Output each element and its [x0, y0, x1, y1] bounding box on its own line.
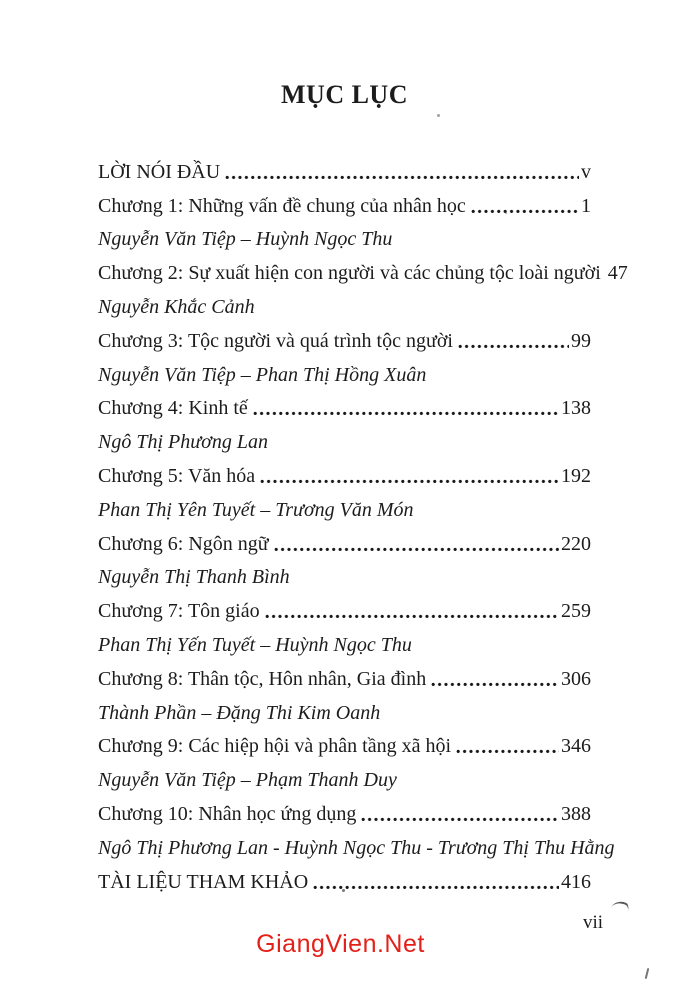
- toc-entry-authors: Thành Phần – Đặng Thi Kim Oanh: [98, 701, 381, 724]
- toc-entry: [98, 251, 628, 285]
- toc-entry-page: v: [581, 160, 591, 183]
- toc-entry: [98, 589, 591, 623]
- toc-entry-label: Chương 6: Ngôn ngữ: [98, 532, 269, 555]
- toc-entry-label: Chương 9: Các hiệp hội và phân tầng xã hội: [98, 735, 452, 758]
- dot-leader: [253, 411, 559, 416]
- toc-entry-authors: Ngô Thị Phương Lan - Huỳnh Ngọc Thu - Trương Thị Thu Hằng: [98, 836, 615, 859]
- toc-entry: [98, 454, 591, 488]
- toc-entry: [98, 387, 591, 421]
- toc-entry-page: 306: [561, 667, 591, 690]
- toc-entry-authors: Phan Thị Yên Tuyết – Trương Văn Món: [98, 498, 414, 521]
- toc-entry-authors: Nguyễn Văn Tiệp – Phạm Thanh Duy: [98, 769, 397, 792]
- toc-entry-label: Chương 8: Thân tộc, Hôn nhân, Gia đình: [98, 667, 427, 690]
- toc-entry: [98, 319, 591, 353]
- toc-entry-authors: Ngô Thị Phương Lan: [98, 431, 268, 454]
- scan-speck: [505, 212, 507, 214]
- toc-entry: [98, 184, 591, 218]
- toc-entry: [98, 150, 591, 184]
- dot-leader: [313, 885, 559, 890]
- toc-entry-label: LỜI NÓI ĐẦU: [98, 160, 221, 183]
- toc-entry-authors: Nguyễn Văn Tiệp – Phan Thị Hồng Xuân: [98, 363, 427, 386]
- toc-entry-page: 47: [607, 262, 628, 285]
- dot-leader: [274, 547, 559, 552]
- table-of-contents: [98, 150, 628, 894]
- toc-entry: [98, 792, 591, 826]
- toc-entry-label: Chương 2: Sự xuất hiện con người và các chủng tộc loài người: [98, 262, 601, 285]
- toc-entry-label: Chương 10: Nhân học ứng dụng: [98, 802, 357, 825]
- toc-entry-authors: Phan Thị Yến Tuyết – Huỳnh Ngọc Thu: [98, 633, 412, 656]
- toc-entry-label: Chương 5: Văn hóa: [98, 464, 256, 487]
- toc-entry-authors: Nguyễn Thị Thanh Bình: [98, 566, 290, 589]
- toc-entry-page: 1: [581, 194, 591, 217]
- toc-entry-page: 416: [561, 870, 591, 893]
- toc-entry-label: Chương 4: Kinh tế: [98, 397, 248, 420]
- toc-entry: [98, 725, 591, 759]
- dot-leader: [361, 817, 559, 822]
- scan-speck: [437, 114, 440, 117]
- toc-entry-label: TÀI LIỆU THAM KHẢO: [98, 870, 309, 893]
- dot-leader: [225, 175, 579, 180]
- toc-entry-authors: Nguyễn Văn Tiệp – Huỳnh Ngọc Thu: [98, 228, 393, 251]
- scan-tick-mark: [645, 968, 650, 979]
- scan-squiggle-mark: [611, 898, 631, 915]
- toc-entry-label: Chương 7: Tôn giáo: [98, 600, 260, 623]
- toc-entry-page: 138: [561, 397, 591, 420]
- toc-entry: [98, 657, 591, 691]
- toc-entry-label: Chương 3: Tộc người và quá trình tộc người: [98, 329, 453, 352]
- page-title: MỤC LỤC: [281, 80, 408, 109]
- toc-entry-page: 99: [571, 329, 591, 352]
- dot-leader: [458, 344, 569, 349]
- toc-entry-page: 346: [561, 735, 591, 758]
- toc-entry-page: 220: [561, 532, 591, 555]
- toc-entry-label: Chương 1: Những vấn đề chung của nhân học: [98, 194, 466, 217]
- dot-leader: [471, 209, 579, 214]
- toc-content: [98, 80, 628, 894]
- dot-leader: [265, 614, 559, 619]
- dot-leader: [456, 749, 559, 754]
- toc-entry: [98, 522, 591, 556]
- page-number: vii: [582, 912, 603, 933]
- toc-entry-authors: Nguyễn Khắc Cảnh: [98, 295, 255, 318]
- dot-leader: [260, 479, 559, 484]
- toc-entry-page: 259: [561, 600, 591, 623]
- toc-entry-page: 192: [561, 464, 591, 487]
- watermark: GiangVien.Net: [256, 930, 425, 958]
- scan-speck: [342, 889, 345, 892]
- toc-entry-page: 388: [561, 802, 591, 825]
- dot-leader: [431, 682, 559, 687]
